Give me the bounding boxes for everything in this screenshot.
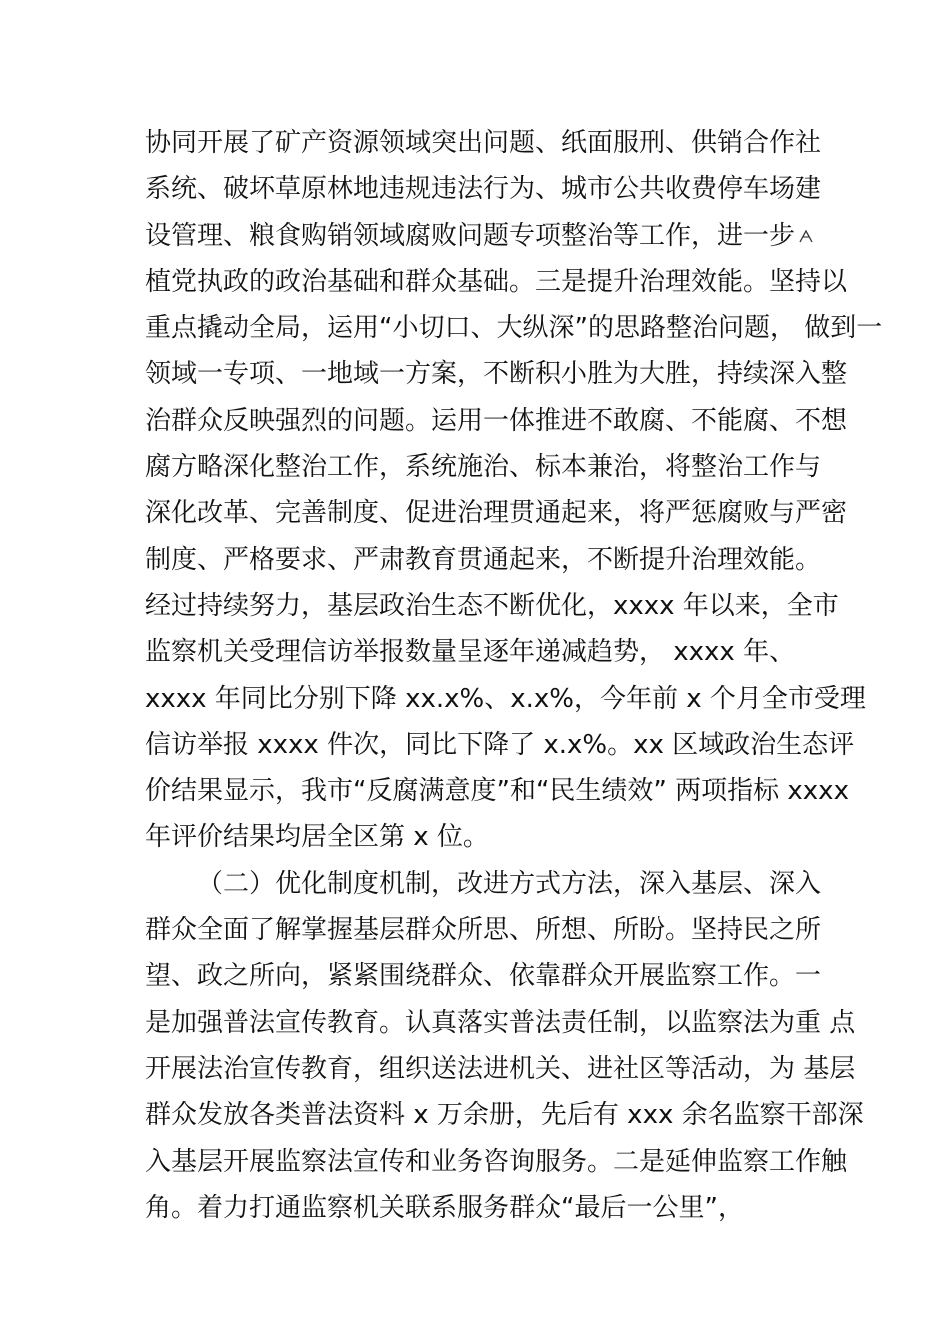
text-line: 价结果显示，我市“反腐满意度”和“民生绩效” 两项指标 xxxx xyxy=(145,776,849,807)
text-line: 开展法治宣传教育，组织送法进机关、进社区等活动，为 基层 xyxy=(145,1053,856,1084)
text-line: 是加强普法宣传教育。认真落实普法责任制，以监察法为重 点 xyxy=(145,1007,856,1038)
text-line: 植党执政的政治基础和群众基础。三是提升治理效能。坚持以 xyxy=(145,266,848,297)
section-heading-line: （二）优化制度机制，改进方式方法，深入基层、深入 xyxy=(197,868,822,899)
text-line: 信访举报 xxxx 件次，同比下降了 x.x%。xx 区域政治生态评 xyxy=(145,729,855,760)
body-text xyxy=(145,120,883,1231)
text-line: 深化改革、完善制度、促进治理贯通起来，将严惩腐败与严密 xyxy=(145,498,848,529)
text-line: 监察机关受理信访举报数量呈逐年递减趋势， xxxx 年、 xyxy=(145,637,796,668)
text-line: 设管理、粮食购销领域腐败问题专项整治等工作，进一步 xyxy=(145,220,796,251)
text-line: 经过持续努力，基层政治生态不断优化，xxxx 年以来，全市 xyxy=(145,590,839,621)
text-line: 入基层开展监察法宣传和业务咨询服务。二是延伸监察工作触 xyxy=(145,1146,848,1177)
text-line: 重点撬动全局，运用“小切口、大纵深”的思路整治问题， 做到一 xyxy=(145,313,883,344)
text-line-with-mark xyxy=(145,213,845,259)
text-line: 系统、破坏草原林地违规违法行为、城市公共收费停车场建 xyxy=(145,174,822,205)
text-line: xxxx 年同比分别下降 xx.x%、x.x%，今年前 x 个月全市受理 xyxy=(145,683,866,714)
text-line: 制度、严格要求、严肃教育贯通起来，不断提升治理效能。 xyxy=(145,544,822,575)
text-line: 望、政之所向，紧紧围绕群众、依靠群众开展监察工作。一 xyxy=(145,961,822,992)
text-line: 年评价结果均居全区第 x 位。 xyxy=(145,822,489,853)
text-line: 领域一专项、一地域一方案，不断积小胜为大胜，持续深入整 xyxy=(145,359,848,390)
text-line: 治群众反映强烈的问题。运用一体推进不敢腐、不能腐、不想 xyxy=(145,405,848,436)
text-line: 群众全面了解掌握基层群众所思、所想、所盼。坚持民之所 xyxy=(145,915,822,946)
text-line: 腐方略深化整治工作，系统施治、标本兼治，将整治工作与 xyxy=(145,452,822,483)
text-line: 群众发放各类普法资料 x 万余册，先后有 xxx 余名监察干部深 xyxy=(145,1100,864,1131)
pen-mark-icon xyxy=(797,227,815,245)
text-line: 协同开展了矿产资源领域突出问题、纸面服刑、供销合作社 xyxy=(145,128,822,158)
text-line: 角。着力打通监察机关联系服务群众“最后一公里”， xyxy=(145,1192,744,1223)
